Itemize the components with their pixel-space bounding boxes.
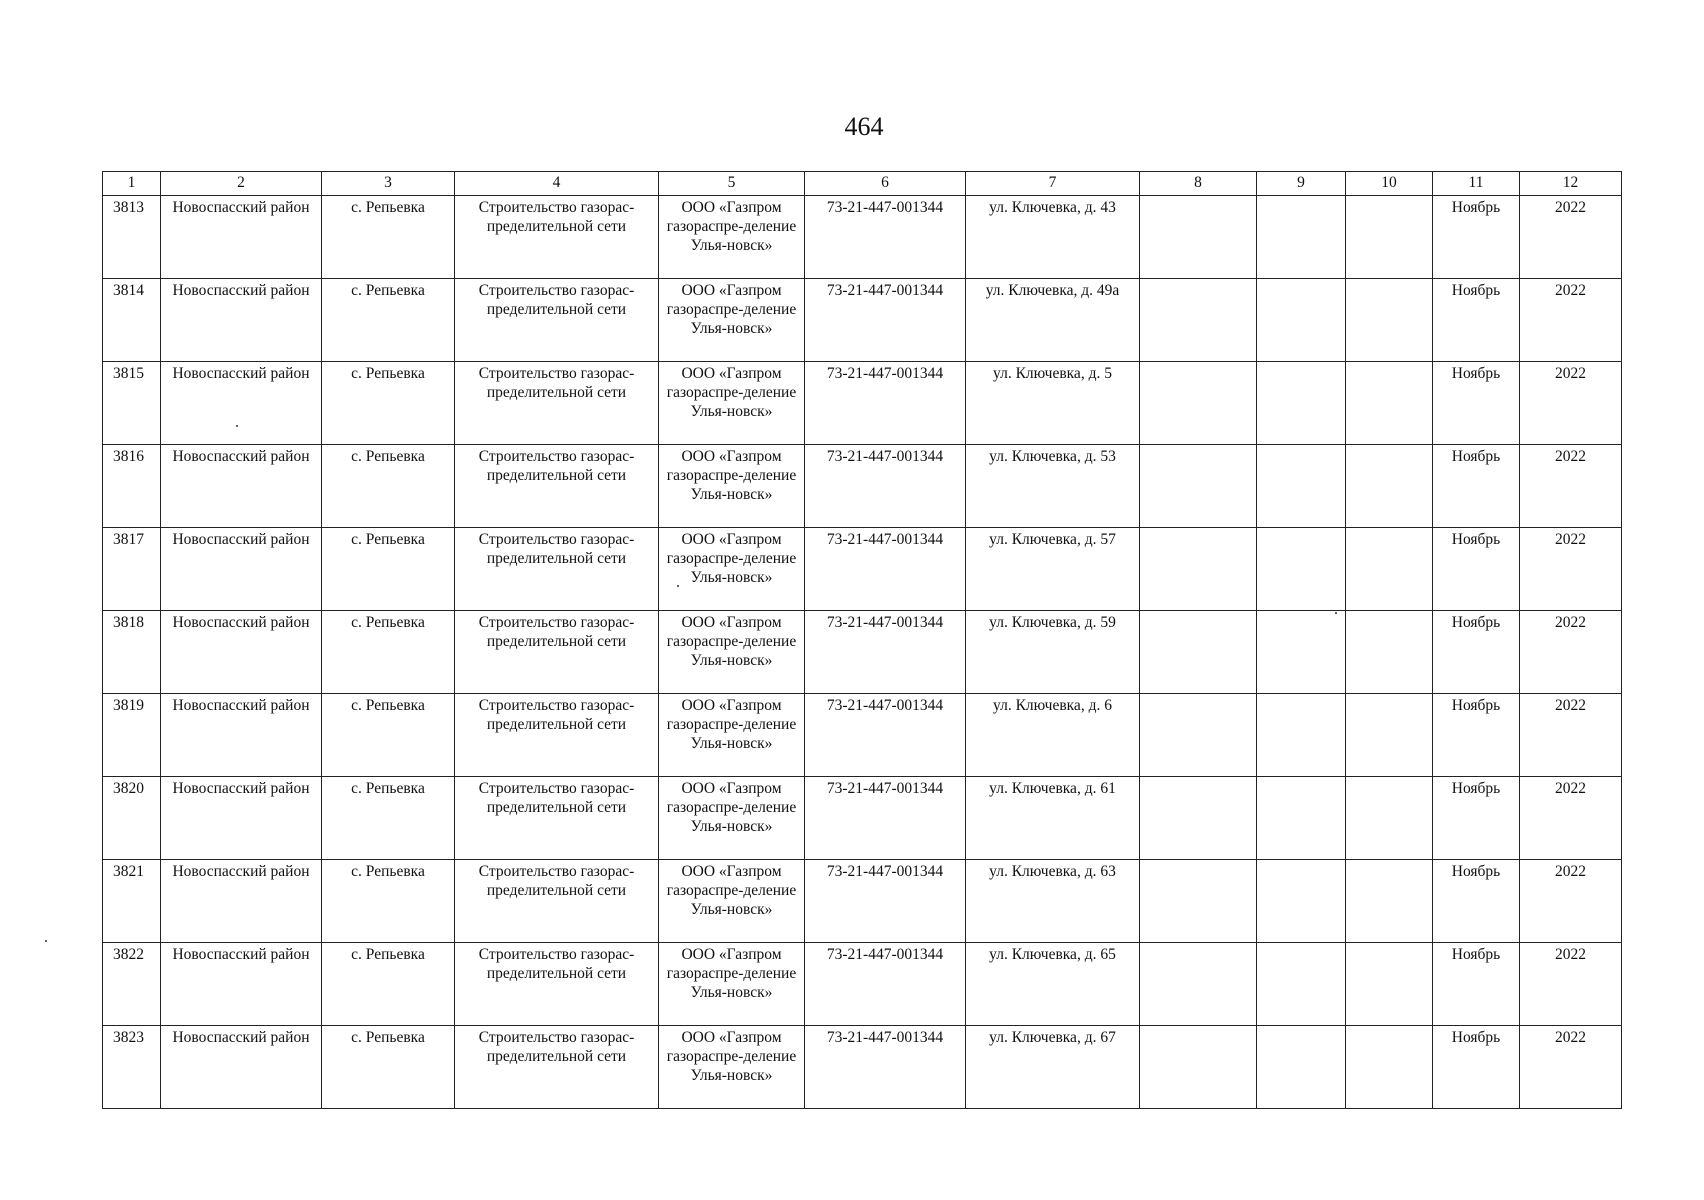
address-cell: ул. Ключевка, д. 63 bbox=[966, 860, 1140, 943]
month-cell: Ноябрь bbox=[1433, 196, 1520, 279]
row-number: 3819 bbox=[103, 694, 161, 777]
column-header: 12 bbox=[1520, 172, 1622, 196]
column-header: 1 bbox=[103, 172, 161, 196]
month-cell: Ноябрь bbox=[1433, 1026, 1520, 1109]
row-number: 3821 bbox=[103, 860, 161, 943]
empty-cell bbox=[1257, 777, 1346, 860]
object-cell: Строительство газорас-пределительной сети bbox=[455, 528, 659, 611]
column-header: 2 bbox=[161, 172, 322, 196]
code-cell: 73-21-447-001344 bbox=[805, 362, 966, 445]
column-header: 7 bbox=[966, 172, 1140, 196]
address-cell: ул. Ключевка, д. 59 bbox=[966, 611, 1140, 694]
settlement-cell: с. Репьевка bbox=[322, 943, 455, 1026]
empty-cell bbox=[1346, 943, 1433, 1026]
empty-cell bbox=[1140, 1026, 1257, 1109]
month-cell: Ноябрь bbox=[1433, 694, 1520, 777]
address-cell: ул. Ключевка, д. 49а bbox=[966, 279, 1140, 362]
scan-speck bbox=[1335, 612, 1337, 614]
year-cell: 2022 bbox=[1520, 777, 1622, 860]
district-cell: Новоспасский район bbox=[161, 362, 322, 445]
settlement-cell: с. Репьевка bbox=[322, 860, 455, 943]
column-header: 6 bbox=[805, 172, 966, 196]
empty-cell bbox=[1257, 528, 1346, 611]
code-cell: 73-21-447-001344 bbox=[805, 1026, 966, 1109]
district-cell: Новоспасский район bbox=[161, 445, 322, 528]
operator-cell: ООО «Газпром газораспре-деление Улья-новск» bbox=[659, 943, 805, 1026]
operator-cell: ООО «Газпром газораспре-деление Улья-новск» bbox=[659, 777, 805, 860]
code-cell: 73-21-447-001344 bbox=[805, 528, 966, 611]
operator-cell: ООО «Газпром газораспре-деление Улья-новск» bbox=[659, 1026, 805, 1109]
address-cell: ул. Ключевка, д. 43 bbox=[966, 196, 1140, 279]
address-cell: ул. Ключевка, д. 67 bbox=[966, 1026, 1140, 1109]
address-cell: ул. Ключевка, д. 57 bbox=[966, 528, 1140, 611]
table-row bbox=[103, 777, 1622, 860]
empty-cell bbox=[1257, 943, 1346, 1026]
empty-cell bbox=[1346, 694, 1433, 777]
empty-cell bbox=[1140, 860, 1257, 943]
object-cell: Строительство газорас-пределительной сети bbox=[455, 611, 659, 694]
address-cell: ул. Ключевка, д. 65 bbox=[966, 943, 1140, 1026]
table-row bbox=[103, 445, 1622, 528]
code-cell: 73-21-447-001344 bbox=[805, 445, 966, 528]
column-header: 4 bbox=[455, 172, 659, 196]
column-header: 8 bbox=[1140, 172, 1257, 196]
code-cell: 73-21-447-001344 bbox=[805, 279, 966, 362]
object-cell: Строительство газорас-пределительной сети bbox=[455, 777, 659, 860]
district-cell: Новоспасский район bbox=[161, 279, 322, 362]
operator-cell: ООО «Газпром газораспре-деление Улья-новск» bbox=[659, 528, 805, 611]
object-cell: Строительство газорас-пределительной сети bbox=[455, 943, 659, 1026]
table-row bbox=[103, 611, 1622, 694]
table-row bbox=[103, 1026, 1622, 1109]
code-cell: 73-21-447-001344 bbox=[805, 860, 966, 943]
empty-cell bbox=[1257, 445, 1346, 528]
object-cell: Строительство газорас-пределительной сети bbox=[455, 1026, 659, 1109]
address-cell: ул. Ключевка, д. 53 bbox=[966, 445, 1140, 528]
scan-speck bbox=[236, 425, 238, 427]
address-cell: ул. Ключевка, д. 5 bbox=[966, 362, 1140, 445]
column-header: 10 bbox=[1346, 172, 1433, 196]
settlement-cell: с. Репьевка bbox=[322, 611, 455, 694]
district-cell: Новоспасский район bbox=[161, 860, 322, 943]
empty-cell bbox=[1140, 196, 1257, 279]
empty-cell bbox=[1257, 196, 1346, 279]
year-cell: 2022 bbox=[1520, 196, 1622, 279]
month-cell: Ноябрь bbox=[1433, 279, 1520, 362]
operator-cell: ООО «Газпром газораспре-деление Улья-новск» bbox=[659, 279, 805, 362]
row-number: 3823 bbox=[103, 1026, 161, 1109]
month-cell: Ноябрь bbox=[1433, 777, 1520, 860]
district-cell: Новоспасский район bbox=[161, 611, 322, 694]
settlement-cell: с. Репьевка bbox=[322, 694, 455, 777]
code-cell: 73-21-447-001344 bbox=[805, 943, 966, 1026]
table-row bbox=[103, 528, 1622, 611]
code-cell: 73-21-447-001344 bbox=[805, 611, 966, 694]
column-header: 11 bbox=[1433, 172, 1520, 196]
address-cell: ул. Ключевка, д. 6 bbox=[966, 694, 1140, 777]
district-cell: Новоспасский район bbox=[161, 528, 322, 611]
empty-cell bbox=[1257, 279, 1346, 362]
column-header: 9 bbox=[1257, 172, 1346, 196]
registry-table bbox=[102, 171, 1622, 1109]
settlement-cell: с. Репьевка bbox=[322, 279, 455, 362]
empty-cell bbox=[1257, 860, 1346, 943]
empty-cell bbox=[1257, 1026, 1346, 1109]
district-cell: Новоспасский район bbox=[161, 1026, 322, 1109]
settlement-cell: с. Репьевка bbox=[322, 445, 455, 528]
empty-cell bbox=[1140, 445, 1257, 528]
table-row bbox=[103, 694, 1622, 777]
empty-cell bbox=[1140, 943, 1257, 1026]
address-cell: ул. Ключевка, д. 61 bbox=[966, 777, 1140, 860]
empty-cell bbox=[1346, 528, 1433, 611]
table-row bbox=[103, 362, 1622, 445]
empty-cell bbox=[1140, 611, 1257, 694]
table-row bbox=[103, 943, 1622, 1026]
scan-speck bbox=[677, 585, 679, 587]
code-cell: 73-21-447-001344 bbox=[805, 196, 966, 279]
empty-cell bbox=[1257, 362, 1346, 445]
empty-cell bbox=[1140, 362, 1257, 445]
year-cell: 2022 bbox=[1520, 445, 1622, 528]
month-cell: Ноябрь bbox=[1433, 528, 1520, 611]
settlement-cell: с. Репьевка bbox=[322, 777, 455, 860]
empty-cell bbox=[1346, 1026, 1433, 1109]
year-cell: 2022 bbox=[1520, 279, 1622, 362]
empty-cell bbox=[1346, 860, 1433, 943]
year-cell: 2022 bbox=[1520, 860, 1622, 943]
object-cell: Строительство газорас-пределительной сети bbox=[455, 694, 659, 777]
operator-cell: ООО «Газпром газораспре-деление Улья-новск» bbox=[659, 611, 805, 694]
table-row bbox=[103, 860, 1622, 943]
month-cell: Ноябрь bbox=[1433, 943, 1520, 1026]
operator-cell: ООО «Газпром газораспре-деление Улья-новск» bbox=[659, 196, 805, 279]
month-cell: Ноябрь bbox=[1433, 445, 1520, 528]
district-cell: Новоспасский район bbox=[161, 196, 322, 279]
empty-cell bbox=[1346, 611, 1433, 694]
table-body bbox=[103, 196, 1622, 1109]
settlement-cell: с. Репьевка bbox=[322, 362, 455, 445]
row-number: 3818 bbox=[103, 611, 161, 694]
month-cell: Ноябрь bbox=[1433, 362, 1520, 445]
year-cell: 2022 bbox=[1520, 362, 1622, 445]
scan-speck bbox=[45, 940, 47, 942]
row-number: 3815 bbox=[103, 362, 161, 445]
object-cell: Строительство газорас-пределительной сети bbox=[455, 279, 659, 362]
district-cell: Новоспасский район bbox=[161, 943, 322, 1026]
object-cell: Строительство газорас-пределительной сети bbox=[455, 362, 659, 445]
object-cell: Строительство газорас-пределительной сети bbox=[455, 860, 659, 943]
table-row bbox=[103, 279, 1622, 362]
code-cell: 73-21-447-001344 bbox=[805, 777, 966, 860]
year-cell: 2022 bbox=[1520, 1026, 1622, 1109]
year-cell: 2022 bbox=[1520, 943, 1622, 1026]
empty-cell bbox=[1346, 196, 1433, 279]
empty-cell bbox=[1346, 362, 1433, 445]
settlement-cell: с. Репьевка bbox=[322, 528, 455, 611]
row-number: 3814 bbox=[103, 279, 161, 362]
empty-cell bbox=[1346, 777, 1433, 860]
empty-cell bbox=[1257, 694, 1346, 777]
operator-cell: ООО «Газпром газораспре-деление Улья-новск» bbox=[659, 445, 805, 528]
empty-cell bbox=[1346, 279, 1433, 362]
row-number: 3816 bbox=[103, 445, 161, 528]
empty-cell bbox=[1346, 445, 1433, 528]
object-cell: Строительство газорас-пределительной сети bbox=[455, 445, 659, 528]
empty-cell bbox=[1140, 777, 1257, 860]
year-cell: 2022 bbox=[1520, 611, 1622, 694]
settlement-cell: с. Репьевка bbox=[322, 196, 455, 279]
empty-cell bbox=[1140, 528, 1257, 611]
month-cell: Ноябрь bbox=[1433, 860, 1520, 943]
header-row bbox=[103, 172, 1622, 196]
object-cell: Строительство газорас-пределительной сети bbox=[455, 196, 659, 279]
empty-cell bbox=[1257, 611, 1346, 694]
row-number: 3813 bbox=[103, 196, 161, 279]
empty-cell bbox=[1140, 279, 1257, 362]
code-cell: 73-21-447-001344 bbox=[805, 694, 966, 777]
operator-cell: ООО «Газпром газораспре-деление Улья-новск» bbox=[659, 860, 805, 943]
month-cell: Ноябрь bbox=[1433, 611, 1520, 694]
empty-cell bbox=[1140, 694, 1257, 777]
table-row bbox=[103, 196, 1622, 279]
row-number: 3822 bbox=[103, 943, 161, 1026]
district-cell: Новоспасский район bbox=[161, 694, 322, 777]
operator-cell: ООО «Газпром газораспре-деление Улья-новск» bbox=[659, 694, 805, 777]
year-cell: 2022 bbox=[1520, 694, 1622, 777]
row-number: 3820 bbox=[103, 777, 161, 860]
row-number: 3817 bbox=[103, 528, 161, 611]
district-cell: Новоспасский район bbox=[161, 777, 322, 860]
operator-cell: ООО «Газпром газораспре-деление Улья-новск» bbox=[659, 362, 805, 445]
settlement-cell: с. Репьевка bbox=[322, 1026, 455, 1109]
year-cell: 2022 bbox=[1520, 528, 1622, 611]
column-header: 3 bbox=[322, 172, 455, 196]
column-header: 5 bbox=[659, 172, 805, 196]
page-number: 464 bbox=[844, 112, 884, 141]
